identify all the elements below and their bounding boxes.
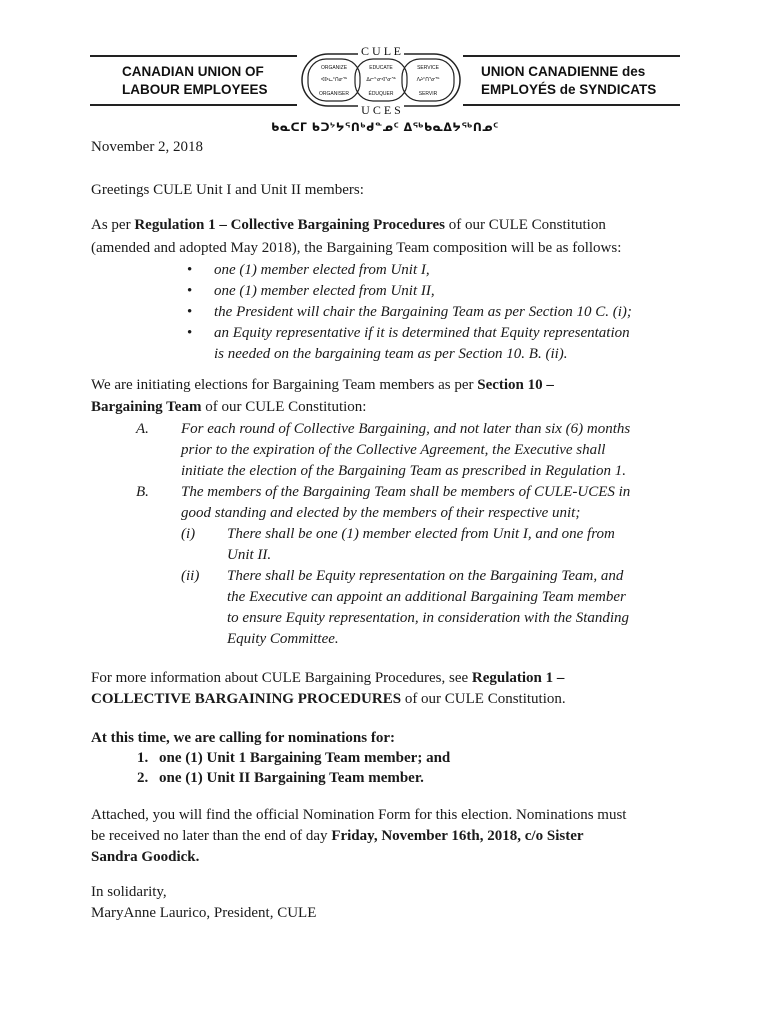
- logo-word-educate: EDUCATE: [369, 65, 393, 71]
- logo-word-servir: SERVIR: [418, 91, 438, 97]
- subitem-ii-line: to ensure Equity representation, in consideration with the Standing: [227, 610, 630, 626]
- para2-line2: [91, 397, 366, 418]
- nominations-heading: At this time, we are calling for nominations for:: [91, 730, 395, 746]
- logo-word-service: SERVICE: [417, 65, 439, 71]
- cule-uces-logo: [300, 44, 462, 116]
- para3-text-end: of our CULE Constitution.: [401, 691, 566, 707]
- letterhead-english-name: [122, 63, 268, 99]
- logo-word-organize: ORGANIZE: [320, 65, 348, 71]
- bullet-item: one (1) member elected from Unit II,: [214, 283, 435, 299]
- subitem-i-line: There shall be one (1) member elected from Unit I, and one from: [227, 526, 615, 542]
- section-a-line: For each round of Collective Bargaining, and not later than six (6) months: [181, 421, 631, 437]
- nomination-item: one (1) Unit 1 Bargaining Team member; and: [159, 750, 451, 766]
- svg-text:ᐃᓕᓐᓂᐊᕐᓂᖅ: ᐃᓕᓐᓂᐊᕐᓂᖅ: [366, 77, 396, 83]
- nomination-item-number: 2.: [137, 770, 149, 786]
- bullet-marker: •: [187, 262, 193, 278]
- para2-text: We are initiating elections for Bargaining Team members as per: [91, 377, 478, 393]
- para4-line2: [91, 826, 584, 847]
- section-10-reference: Section 10 –: [477, 377, 554, 393]
- letterhead-syllabics: ᑲᓇᑕᒥ ᑲᑐᔾᔭᕐᑎᒃᑯᓐᓄᑦ ᐃᖅᑲᓇᐃᔭᖅᑎᓄᑦ: [271, 121, 499, 134]
- regulation-1-reference: Regulation 1 –: [471, 670, 565, 686]
- signature: MaryAnne Laurico, President, CULE: [91, 905, 317, 921]
- para1-text: As per: [91, 217, 135, 233]
- bullet-item-continuation: is needed on the bargaining team as per Section 10. B. (ii).: [214, 346, 568, 362]
- para2-text-end: of our CULE Constitution:: [201, 399, 367, 415]
- closing: In solidarity,: [91, 884, 167, 900]
- french-name-line-1: UNION CANADIENNE des: [481, 64, 646, 79]
- subitem-i-line: Unit II.: [227, 547, 272, 563]
- para1-text-end: of our CULE Constitution: [445, 217, 606, 233]
- nomination-item: one (1) Unit II Bargaining Team member.: [159, 770, 424, 786]
- section-b-line: good standing and elected by the members of their respective unit;: [181, 505, 581, 521]
- svg-text:ᐊᐅᓚᑦᑎᓂᖅ: ᐊᐅᓚᑦᑎᓂᖅ: [320, 77, 348, 83]
- deadline-text: Friday, November 16th, 2018, c/o Sister: [331, 828, 584, 844]
- letterhead-rule-top-left: [90, 55, 297, 57]
- bullet-item: the President will chair the Bargaining Team as per Section 10 C. (i);: [214, 304, 632, 320]
- para3-line1: [91, 668, 564, 689]
- para1-line2: (amended and adopted May 2018), the Bargaining Team composition will be as follows:: [91, 240, 622, 256]
- letterhead-french-name: [481, 63, 656, 99]
- french-name-line-2: EMPLOYÉS de SYNDICATS: [481, 82, 657, 97]
- regulation-1-reference: Regulation 1 – Collective Bargaining Procedures: [134, 217, 445, 233]
- logo-word-eduquer: ÉDUQUER: [368, 91, 394, 97]
- nomination-item-number: 1.: [137, 750, 149, 766]
- para4-line1: Attached, you will find the official Nomination Form for this election. Nominations must: [91, 807, 627, 823]
- bullet-marker: •: [187, 304, 193, 320]
- bullet-item: one (1) member elected from Unit I,: [214, 262, 430, 278]
- subitem-ii-label: (ii): [181, 568, 200, 584]
- logo-top-text: C U L E: [361, 44, 401, 58]
- para3-line2: [91, 689, 566, 710]
- section-b-line: The members of the Bargaining Team shall be members of CULE-UCES in: [181, 484, 631, 500]
- logo-word-organiser: ORGANISER: [318, 91, 350, 97]
- bullet-item: an Equity representative if it is determined that Equity representation: [214, 325, 630, 341]
- logo-bottom-text: U C E S: [361, 103, 401, 116]
- bullet-marker: •: [187, 283, 193, 299]
- greeting: Greetings CULE Unit I and Unit II members:: [91, 182, 364, 198]
- para4-line3: Sandra Goodick.: [91, 849, 200, 865]
- letter-date: November 2, 2018: [91, 139, 204, 155]
- english-name-line-1: CANADIAN UNION OF: [122, 64, 264, 79]
- subitem-ii-line: the Executive can appoint an additional Bargaining Team member: [227, 589, 626, 605]
- section-a-line: prior to the expiration of the Collective Agreement, the Executive shall: [181, 442, 606, 458]
- bargaining-team-reference: Bargaining Team: [91, 399, 202, 415]
- svg-text:ᐱᔨᑦᑎᕐᓂᖅ: ᐱᔨᑦᑎᕐᓂᖅ: [416, 77, 440, 83]
- letterhead-rule-bottom-right: [463, 104, 680, 106]
- subitem-ii-line: There shall be Equity representation on the Bargaining Team, and: [227, 568, 624, 584]
- subitem-i-label: (i): [181, 526, 196, 542]
- letterhead-rule-top-right: [463, 55, 680, 57]
- letterhead-rule-bottom-left: [90, 104, 297, 106]
- subitem-ii-line: Equity Committee.: [227, 631, 339, 647]
- para1-line1: [91, 215, 606, 236]
- para4-text: be received no later than the end of day: [91, 828, 332, 844]
- section-a-label: A.: [136, 421, 149, 437]
- section-b-label: B.: [136, 484, 149, 500]
- collective-bargaining-procedures-reference: COLLECTIVE BARGAINING PROCEDURES: [91, 691, 402, 707]
- section-a-line: initiate the election of the Bargaining Team as prescribed in Regulation 1.: [181, 463, 626, 479]
- para2-line1: [91, 375, 554, 396]
- para3-text: For more information about CULE Bargaining Procedures, see: [91, 670, 472, 686]
- bullet-marker: •: [187, 325, 193, 341]
- english-name-line-2: LABOUR EMPLOYEES: [122, 82, 268, 97]
